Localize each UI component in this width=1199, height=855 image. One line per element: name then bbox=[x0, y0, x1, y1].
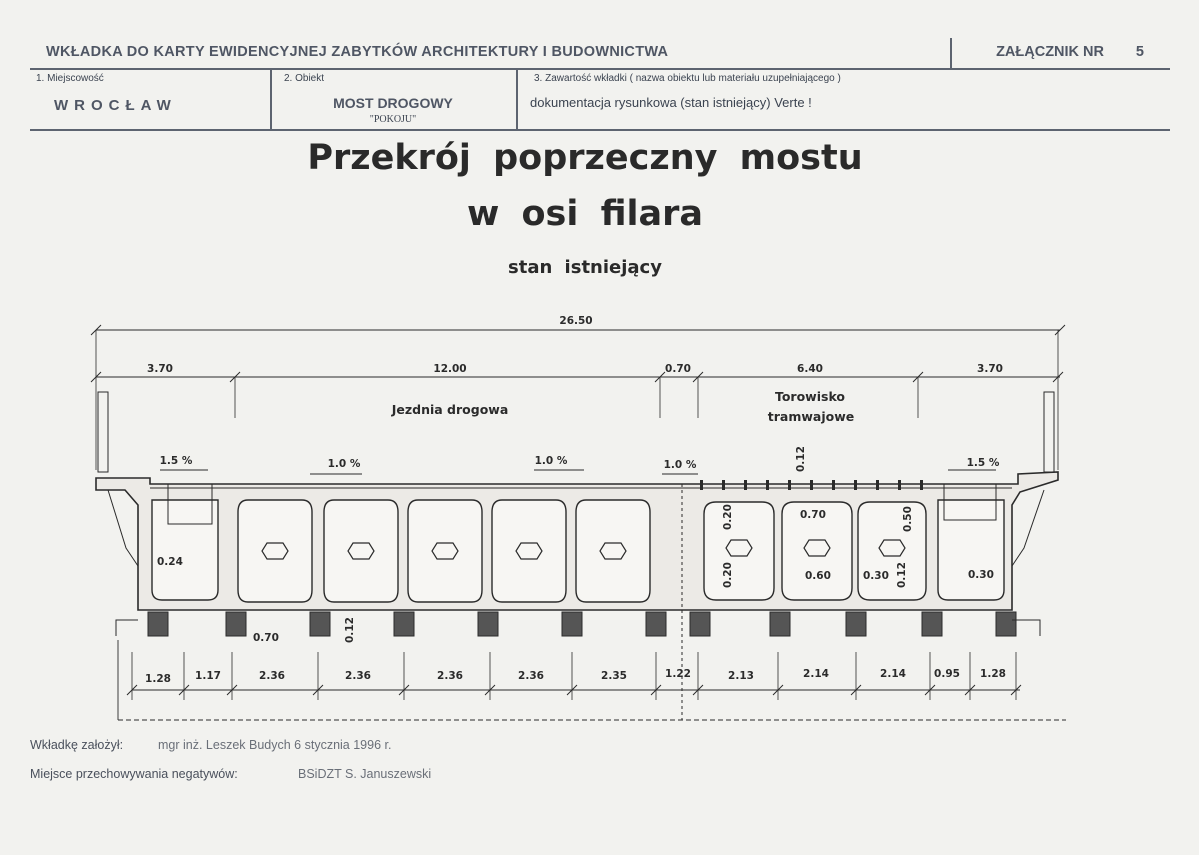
thickness-label: 0.20 bbox=[722, 504, 734, 530]
bearing bbox=[562, 612, 582, 636]
rail-sleeper bbox=[810, 480, 813, 490]
rail-sleeper bbox=[832, 480, 835, 490]
bearing bbox=[148, 612, 168, 636]
thickness-label: 0.12 bbox=[896, 562, 908, 588]
storage-value: BSiDZT S. Januszewski bbox=[298, 767, 432, 781]
bottom-dim: 2.36 bbox=[518, 670, 544, 682]
thickness-label: 0.30 bbox=[968, 569, 994, 581]
tram-box-cell bbox=[858, 502, 926, 600]
top-dim-separator: 0.70 bbox=[665, 363, 691, 375]
slope-label: 1.5 % bbox=[159, 455, 193, 467]
slope-label: 1.5 % bbox=[966, 457, 1000, 469]
tram-box-cell bbox=[704, 502, 774, 600]
bearing bbox=[226, 612, 246, 636]
left-side-cell bbox=[152, 500, 218, 600]
right-railing bbox=[1044, 392, 1054, 472]
bottom-dim: 1.17 bbox=[195, 670, 221, 682]
road-box-cell bbox=[408, 500, 482, 602]
bridge-geometry bbox=[91, 325, 1066, 720]
thickness-label: 0.70 bbox=[253, 632, 279, 644]
bearing bbox=[394, 612, 414, 636]
drawing-title: Przekrój poprzeczny mostu bbox=[307, 138, 863, 178]
bearing bbox=[646, 612, 666, 636]
rail-sleeper bbox=[700, 480, 703, 490]
field-locality-label: 1. Miejscowość bbox=[36, 73, 104, 84]
total-width-dim: 26.50 bbox=[559, 315, 593, 327]
bottom-dim: 1.28 bbox=[145, 673, 171, 685]
road-box-cell bbox=[576, 500, 650, 602]
road-box-cell bbox=[324, 500, 398, 602]
bearing bbox=[690, 612, 710, 636]
top-dim-left-walk: 3.70 bbox=[147, 363, 173, 375]
thickness-label: 0.12 bbox=[344, 617, 356, 643]
thickness-label: 0.60 bbox=[805, 570, 831, 582]
thickness-label: 0.20 bbox=[722, 562, 734, 588]
bottom-dim: 2.36 bbox=[259, 670, 285, 682]
bearing bbox=[478, 612, 498, 636]
bottom-dim: 1.28 bbox=[980, 668, 1006, 680]
top-dim-right-walk: 3.70 bbox=[977, 363, 1003, 375]
rail-sleeper bbox=[788, 480, 791, 490]
bottom-dim: 2.35 bbox=[601, 670, 627, 682]
thickness-label: 0.24 bbox=[157, 556, 183, 568]
top-dim-roadway: 12.00 bbox=[433, 363, 467, 375]
thickness-label: 0.70 bbox=[800, 509, 826, 521]
field-content-value: dokumentacja rysunkowa (stan istniejący) Verte ! bbox=[530, 95, 812, 110]
form-title: WKŁADKA DO KARTY EWIDENCYJNEJ ZABYTKÓW ARCHITEKTURY I BUDOWNICTWA bbox=[46, 44, 669, 60]
field-object-label: 2. Obiekt bbox=[284, 73, 325, 84]
tramway-label: Torowisko bbox=[774, 389, 846, 404]
right-bracket bbox=[1012, 490, 1044, 566]
creator-value: mgr inż. Leszek Budych 6 stycznia 1996 r. bbox=[158, 738, 392, 752]
rail-sleeper bbox=[876, 480, 879, 490]
left-railing bbox=[98, 392, 108, 472]
slope-label: 1.0 % bbox=[327, 458, 361, 470]
storage-label: Miejsce przechowywania negatywów: bbox=[30, 767, 238, 781]
bottom-dim: 2.36 bbox=[437, 670, 463, 682]
drawing-title-line2: w osi filara bbox=[466, 194, 703, 234]
annex-number: 5 bbox=[1135, 44, 1144, 60]
rail-sleeper bbox=[766, 480, 769, 490]
thickness-label: 0.50 bbox=[902, 506, 914, 532]
creator-label: Wkładkę założył: bbox=[30, 738, 124, 752]
field-locality-value: WROCŁAW bbox=[54, 97, 177, 114]
rail-sleeper bbox=[854, 480, 857, 490]
bottom-dim: 2.36 bbox=[345, 670, 371, 682]
road-box-cell bbox=[238, 500, 312, 602]
field-object-subname: "POKOJU" bbox=[369, 114, 417, 125]
annex-label: ZAŁĄCZNIK NR bbox=[996, 44, 1104, 60]
drawing-subtitle: stan istniejący bbox=[508, 257, 662, 278]
roadway-label: Jezdnia drogowa bbox=[391, 402, 509, 417]
top-dim-tramway: 6.40 bbox=[797, 363, 823, 375]
rail-sleeper bbox=[898, 480, 901, 490]
bearing bbox=[996, 612, 1016, 636]
field-content-label: 3. Zawartość wkładki ( nazwa obiektu lub materiału uzupełniającego ) bbox=[534, 73, 841, 84]
bottom-dim: 0.95 bbox=[934, 668, 960, 680]
bearing bbox=[922, 612, 942, 636]
rail-sleeper bbox=[744, 480, 747, 490]
road-box-cell bbox=[492, 500, 566, 602]
right-side-cell bbox=[938, 500, 1004, 600]
bearing bbox=[310, 612, 330, 636]
field-object-value: MOST DROGOWY bbox=[333, 95, 453, 111]
bearing bbox=[846, 612, 866, 636]
bottom-dim: 2.14 bbox=[803, 668, 829, 680]
slope-label: 1.0 % bbox=[534, 455, 568, 467]
rail-sleeper bbox=[722, 480, 725, 490]
thickness-label: 0.30 bbox=[863, 570, 889, 582]
bottom-dim: 2.13 bbox=[728, 670, 754, 682]
rail-sleeper bbox=[920, 480, 923, 490]
tramway-label-line2: tramwajowe bbox=[767, 409, 855, 424]
slope-label: 1.0 % bbox=[663, 459, 697, 471]
bottom-dim: 1.22 bbox=[665, 668, 691, 680]
left-bracket bbox=[108, 490, 138, 566]
bottom-dim: 2.14 bbox=[880, 668, 906, 680]
thickness-label: 0.12 bbox=[795, 446, 807, 472]
bearing bbox=[770, 612, 790, 636]
